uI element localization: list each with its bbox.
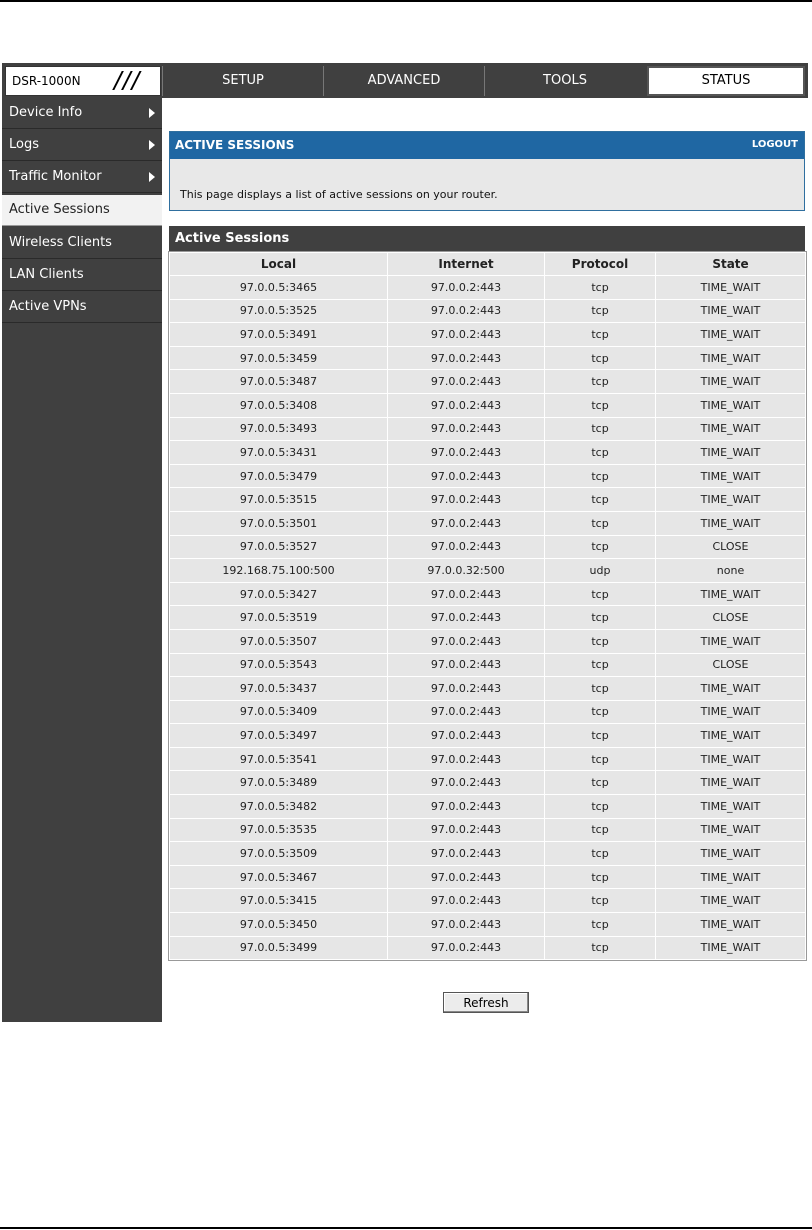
table-row xyxy=(170,370,806,394)
state-cell: TIME_WAIT xyxy=(656,441,806,465)
page-top-rule xyxy=(0,0,812,2)
tab-advanced[interactable]: ADVANCED xyxy=(323,66,484,96)
internet-cell: 97.0.0.2:443 xyxy=(388,795,545,819)
local-cell: 97.0.0.5:3431 xyxy=(170,441,388,465)
sidebar-item-logs[interactable] xyxy=(2,130,162,161)
state-cell: TIME_WAIT xyxy=(656,842,806,866)
table-row xyxy=(170,559,806,583)
sidebar-item-traffic-monitor[interactable] xyxy=(2,162,162,193)
table-row xyxy=(170,747,806,771)
state-cell: TIME_WAIT xyxy=(656,276,806,300)
state-cell: TIME_WAIT xyxy=(656,724,806,748)
local-cell: 97.0.0.5:3507 xyxy=(170,629,388,653)
internet-cell: 97.0.0.2:443 xyxy=(388,488,545,512)
internet-cell: 97.0.0.2:443 xyxy=(388,747,545,771)
sidebar xyxy=(2,98,162,1022)
local-cell: 97.0.0.5:3427 xyxy=(170,582,388,606)
table-row xyxy=(170,417,806,441)
protocol-cell: tcp xyxy=(545,653,656,677)
protocol-cell: tcp xyxy=(545,417,656,441)
protocol-cell: tcp xyxy=(545,889,656,913)
internet-cell: 97.0.0.2:443 xyxy=(388,818,545,842)
internet-cell: 97.0.0.2:443 xyxy=(388,913,545,937)
internet-cell: 97.0.0.2:443 xyxy=(388,393,545,417)
internet-cell: 97.0.0.2:443 xyxy=(388,346,545,370)
state-cell: TIME_WAIT xyxy=(656,299,806,323)
protocol-cell: tcp xyxy=(545,913,656,937)
table-row xyxy=(170,346,806,370)
protocol-cell: tcp xyxy=(545,535,656,559)
local-cell: 97.0.0.5:3482 xyxy=(170,795,388,819)
table-row xyxy=(170,913,806,937)
protocol-cell: tcp xyxy=(545,323,656,347)
state-cell: TIME_WAIT xyxy=(656,323,806,347)
state-cell: TIME_WAIT xyxy=(656,818,806,842)
sidebar-item-lan-clients[interactable] xyxy=(2,260,162,291)
protocol-cell: tcp xyxy=(545,346,656,370)
state-cell: TIME_WAIT xyxy=(656,629,806,653)
chevron-right-icon xyxy=(149,108,155,118)
local-cell: 97.0.0.5:3459 xyxy=(170,346,388,370)
internet-cell: 97.0.0.2:443 xyxy=(388,629,545,653)
sidebar-item-active-sessions[interactable] xyxy=(2,195,162,226)
local-cell: 97.0.0.5:3543 xyxy=(170,653,388,677)
protocol-cell: tcp xyxy=(545,747,656,771)
page-title: ACTIVE SESSIONS xyxy=(175,138,295,152)
state-cell: TIME_WAIT xyxy=(656,582,806,606)
local-cell: 97.0.0.5:3541 xyxy=(170,747,388,771)
state-cell: TIME_WAIT xyxy=(656,865,806,889)
protocol-cell: tcp xyxy=(545,936,656,960)
sessions-table xyxy=(169,252,806,960)
page-info-box xyxy=(169,131,805,211)
state-cell: TIME_WAIT xyxy=(656,677,806,701)
refresh-button[interactable]: Refresh xyxy=(443,992,529,1013)
local-cell: 97.0.0.5:3493 xyxy=(170,417,388,441)
local-cell: 97.0.0.5:3501 xyxy=(170,511,388,535)
local-cell: 97.0.0.5:3487 xyxy=(170,370,388,394)
table-row xyxy=(170,842,806,866)
state-cell: TIME_WAIT xyxy=(656,511,806,535)
table-row xyxy=(170,582,806,606)
sidebar-item-active-vpns[interactable] xyxy=(2,292,162,323)
state-cell: TIME_WAIT xyxy=(656,913,806,937)
state-cell: CLOSE xyxy=(656,653,806,677)
brand-logo xyxy=(5,66,161,96)
sessions-title: Active Sessions xyxy=(169,226,805,252)
state-cell: TIME_WAIT xyxy=(656,417,806,441)
state-cell: TIME_WAIT xyxy=(656,393,806,417)
brand-slashes-icon: /// xyxy=(112,68,139,94)
table-row xyxy=(170,771,806,795)
state-cell: TIME_WAIT xyxy=(656,488,806,512)
table-row xyxy=(170,393,806,417)
table-row xyxy=(170,629,806,653)
table-row xyxy=(170,818,806,842)
info-header xyxy=(170,132,804,159)
protocol-cell: tcp xyxy=(545,700,656,724)
page-bottom-rule xyxy=(0,1227,812,1229)
sidebar-item-label: LAN Clients xyxy=(9,267,84,282)
local-cell: 97.0.0.5:3527 xyxy=(170,535,388,559)
internet-cell: 97.0.0.2:443 xyxy=(388,653,545,677)
state-cell: CLOSE xyxy=(656,535,806,559)
state-cell: TIME_WAIT xyxy=(656,771,806,795)
sidebar-item-wireless-clients[interactable] xyxy=(2,228,162,259)
state-cell: TIME_WAIT xyxy=(656,346,806,370)
local-cell: 97.0.0.5:3515 xyxy=(170,488,388,512)
table-header-row xyxy=(170,253,806,276)
table-row xyxy=(170,464,806,488)
table-row xyxy=(170,276,806,300)
table-row xyxy=(170,606,806,630)
internet-cell: 97.0.0.2:443 xyxy=(388,441,545,465)
state-cell: TIME_WAIT xyxy=(656,464,806,488)
table-row xyxy=(170,511,806,535)
table-row xyxy=(170,889,806,913)
sidebar-item-label: Logs xyxy=(9,137,39,152)
chevron-right-icon xyxy=(149,140,155,150)
local-cell: 97.0.0.5:3450 xyxy=(170,913,388,937)
internet-cell: 97.0.0.2:443 xyxy=(388,842,545,866)
chevron-right-icon xyxy=(149,172,155,182)
column-header-state: State xyxy=(656,253,806,276)
internet-cell: 97.0.0.2:443 xyxy=(388,582,545,606)
sidebar-item-device-info[interactable] xyxy=(2,98,162,129)
state-cell: TIME_WAIT xyxy=(656,370,806,394)
table-row xyxy=(170,677,806,701)
protocol-cell: tcp xyxy=(545,795,656,819)
table-row xyxy=(170,441,806,465)
internet-cell: 97.0.0.2:443 xyxy=(388,771,545,795)
state-cell: TIME_WAIT xyxy=(656,747,806,771)
state-cell: TIME_WAIT xyxy=(656,889,806,913)
protocol-cell: tcp xyxy=(545,370,656,394)
protocol-cell: tcp xyxy=(545,677,656,701)
internet-cell: 97.0.0.2:443 xyxy=(388,724,545,748)
internet-cell: 97.0.0.2:443 xyxy=(388,700,545,724)
column-header-internet: Internet xyxy=(388,253,545,276)
protocol-cell: tcp xyxy=(545,393,656,417)
local-cell: 192.168.75.100:500 xyxy=(170,559,388,583)
internet-cell: 97.0.0.2:443 xyxy=(388,323,545,347)
protocol-cell: tcp xyxy=(545,464,656,488)
protocol-cell: tcp xyxy=(545,818,656,842)
protocol-cell: tcp xyxy=(545,842,656,866)
state-cell: TIME_WAIT xyxy=(656,795,806,819)
local-cell: 97.0.0.5:3408 xyxy=(170,393,388,417)
protocol-cell: tcp xyxy=(545,606,656,630)
table-row xyxy=(170,724,806,748)
local-cell: 97.0.0.5:3415 xyxy=(170,889,388,913)
table-row xyxy=(170,323,806,347)
column-header-local: Local xyxy=(170,253,388,276)
internet-cell: 97.0.0.2:443 xyxy=(388,511,545,535)
local-cell: 97.0.0.5:3437 xyxy=(170,677,388,701)
local-cell: 97.0.0.5:3525 xyxy=(170,299,388,323)
internet-cell: 97.0.0.2:443 xyxy=(388,464,545,488)
table-row xyxy=(170,865,806,889)
internet-cell: 97.0.0.2:443 xyxy=(388,865,545,889)
internet-cell: 97.0.0.2:443 xyxy=(388,936,545,960)
local-cell: 97.0.0.5:3497 xyxy=(170,724,388,748)
sidebar-item-label: Active VPNs xyxy=(9,299,87,314)
local-cell: 97.0.0.5:3479 xyxy=(170,464,388,488)
local-cell: 97.0.0.5:3409 xyxy=(170,700,388,724)
tab-tools[interactable]: TOOLS xyxy=(484,66,645,96)
local-cell: 97.0.0.5:3491 xyxy=(170,323,388,347)
protocol-cell: udp xyxy=(545,559,656,583)
local-cell: 97.0.0.5:3509 xyxy=(170,842,388,866)
table-row xyxy=(170,795,806,819)
local-cell: 97.0.0.5:3465 xyxy=(170,276,388,300)
local-cell: 97.0.0.5:3535 xyxy=(170,818,388,842)
internet-cell: 97.0.0.2:443 xyxy=(388,276,545,300)
state-cell: TIME_WAIT xyxy=(656,700,806,724)
local-cell: 97.0.0.5:3499 xyxy=(170,936,388,960)
state-cell: TIME_WAIT xyxy=(656,936,806,960)
protocol-cell: tcp xyxy=(545,865,656,889)
top-nav-bar xyxy=(2,63,808,98)
protocol-cell: tcp xyxy=(545,511,656,535)
state-cell: CLOSE xyxy=(656,606,806,630)
internet-cell: 97.0.0.32:500 xyxy=(388,559,545,583)
protocol-cell: tcp xyxy=(545,299,656,323)
tab-status[interactable]: STATUS xyxy=(647,66,805,96)
logout-link[interactable]: LOGOUT xyxy=(751,139,798,150)
device-model: DSR-1000N xyxy=(12,74,81,88)
protocol-cell: tcp xyxy=(545,771,656,795)
protocol-cell: tcp xyxy=(545,582,656,606)
internet-cell: 97.0.0.2:443 xyxy=(388,606,545,630)
internet-cell: 97.0.0.2:443 xyxy=(388,370,545,394)
protocol-cell: tcp xyxy=(545,629,656,653)
protocol-cell: tcp xyxy=(545,441,656,465)
table-row xyxy=(170,535,806,559)
protocol-cell: tcp xyxy=(545,724,656,748)
sessions-panel xyxy=(169,226,805,960)
state-cell: none xyxy=(656,559,806,583)
internet-cell: 97.0.0.2:443 xyxy=(388,299,545,323)
table-row xyxy=(170,488,806,512)
tab-setup[interactable]: SETUP xyxy=(162,66,323,96)
table-row xyxy=(170,299,806,323)
internet-cell: 97.0.0.2:443 xyxy=(388,677,545,701)
local-cell: 97.0.0.5:3519 xyxy=(170,606,388,630)
protocol-cell: tcp xyxy=(545,488,656,512)
internet-cell: 97.0.0.2:443 xyxy=(388,535,545,559)
protocol-cell: tcp xyxy=(545,276,656,300)
local-cell: 97.0.0.5:3489 xyxy=(170,771,388,795)
table-row xyxy=(170,653,806,677)
internet-cell: 97.0.0.2:443 xyxy=(388,417,545,441)
local-cell: 97.0.0.5:3467 xyxy=(170,865,388,889)
sidebar-item-label: Device Info xyxy=(9,105,83,120)
table-row xyxy=(170,936,806,960)
table-row xyxy=(170,700,806,724)
column-header-protocol: Protocol xyxy=(545,253,656,276)
sidebar-item-label: Wireless Clients xyxy=(9,235,112,250)
sidebar-item-label: Traffic Monitor xyxy=(9,169,102,184)
page-description: This page displays a list of active sessions on your router. xyxy=(180,188,498,201)
internet-cell: 97.0.0.2:443 xyxy=(388,889,545,913)
sidebar-item-label: Active Sessions xyxy=(9,202,110,217)
